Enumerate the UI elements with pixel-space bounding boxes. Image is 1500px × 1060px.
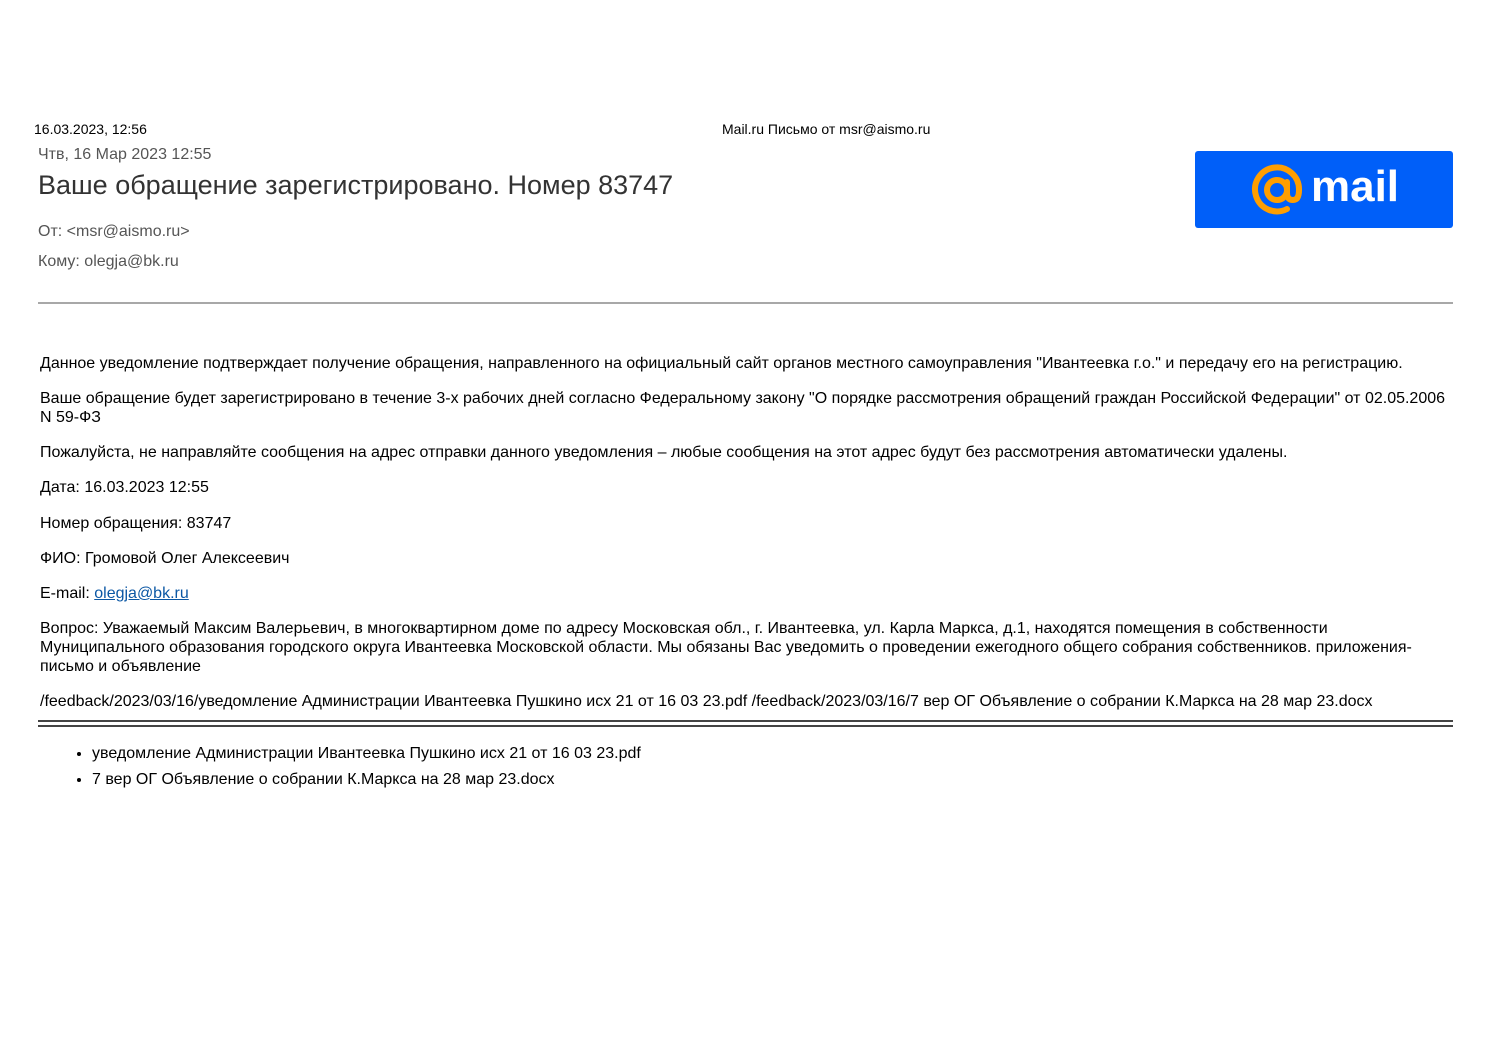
email-link[interactable]: olegja@bk.ru	[94, 585, 189, 602]
email-label: E-mail:	[40, 585, 95, 602]
print-header-title: Mail.ru Письмо от msr@aismo.ru	[722, 121, 931, 137]
body-date-line: Дата: 16.03.2023 12:55	[40, 479, 209, 496]
body-paragraph-confirmation: Данное уведомление подтверждает получение обращения, направленного на официальный сайт органов местного самоуправления "Ивантеевка г.о." и передачу его на регистрацию.	[40, 355, 1403, 372]
message-date: Чтв, 16 Мар 2023 12:55	[38, 146, 212, 163]
attachments-divider	[38, 720, 1453, 727]
attachments-list	[40, 741, 641, 793]
body-email-line	[40, 584, 1450, 603]
message-to: Кому: olegja@bk.ru	[38, 253, 179, 270]
at-sign-icon	[1249, 162, 1305, 218]
attachment-item[interactable]: • 7 вер ОГ Объявление о собрании К.Маркса на 28 мар 23.docx	[92, 767, 641, 793]
mail-logo	[1195, 151, 1453, 228]
logo-wordmark: mail	[1310, 161, 1400, 211]
body-number-line: Номер обращения: 83747	[40, 515, 232, 532]
body-paragraph-warning: Пожалуйста, не направляйте сообщения на адрес отправки данного уведомления – любые сообщения на этот адрес будут без рассмотрения автоматически удалены.	[40, 444, 1288, 461]
body-file-paths: /feedback/2023/03/16/уведомление Администрации Ивантеевка Пушкино исх 21 от 16 03 23.pdf /feedback/2023/03/16/7 вер ОГ Объявление о собрании К.Маркса на 28 мар 23.docx	[40, 693, 1373, 710]
message-from: От: <msr@aismo.ru>	[38, 223, 190, 240]
print-header-datetime: 16.03.2023, 12:56	[34, 121, 147, 137]
body-question: Вопрос: Уважаемый Максим Валерьевич, в многоквартирном доме по адресу Московская обл., г. Ивантеевка, ул. Карла Маркса, д.1, находятся помещения в собственности Муниципального образования городского округа Ивантеевка Московской области. Мы обязаны Вас уведомить о проведении ежегодного общего собрания собственников. приложения-письмо и объявление	[40, 620, 1412, 675]
message-subject: Ваше обращение зарегистрировано. Номер 83747	[38, 170, 674, 200]
attachment-item[interactable]: • уведомление Администрации Ивантеевка Пушкино исх 21 от 16 03 23.pdf	[92, 741, 641, 767]
body-paragraph-registration: Ваше обращение будет зарегистрировано в течение 3-х рабочих дней согласно Федеральному закону "О порядке рассмотрения обращений граждан Российской Федерации" от 02.05.2006 N 59-ФЗ	[40, 390, 1446, 426]
header-divider	[38, 302, 1453, 304]
body-fio-line: ФИО: Громовой Олег Алексеевич	[40, 550, 290, 567]
